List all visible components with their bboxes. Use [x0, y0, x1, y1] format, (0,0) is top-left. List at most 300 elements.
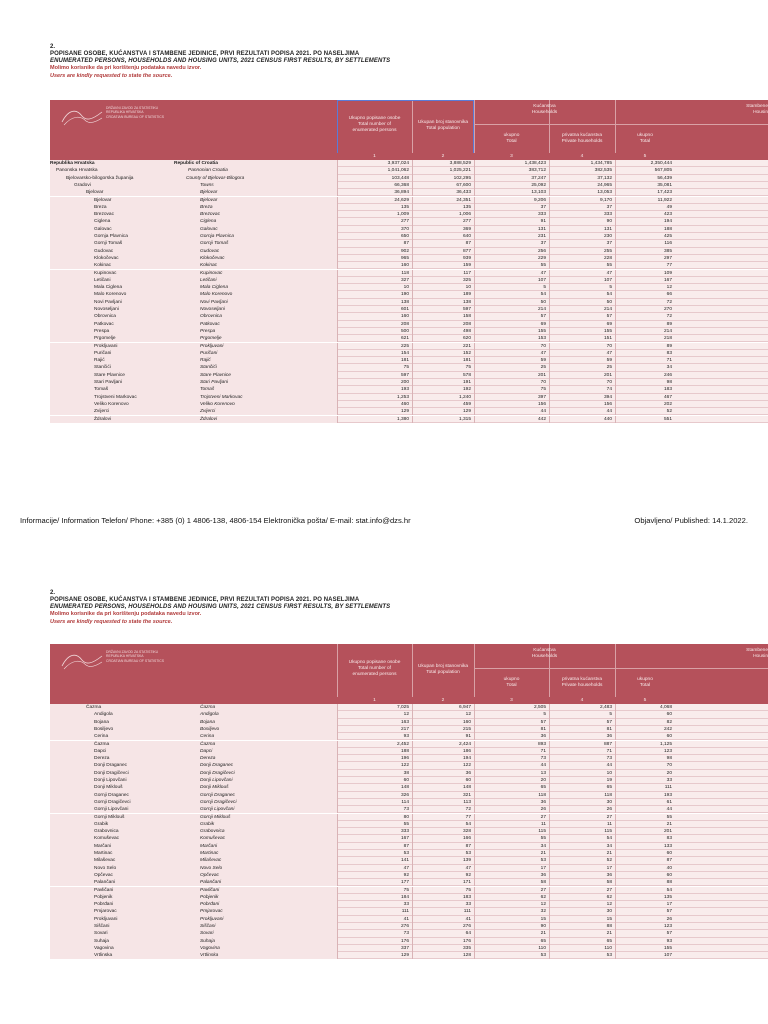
cell-col-4: 110 [604, 945, 612, 951]
settlement-name-english: Bjelovar [200, 197, 218, 203]
settlement-name: Prokljuvani [94, 916, 118, 922]
cell-col-4: 333 [603, 212, 612, 218]
table-row [50, 865, 768, 872]
settlement-name-english: Milaševac [200, 858, 222, 864]
cell-col-2: 183 [462, 894, 471, 900]
table-row [50, 160, 768, 167]
cell-col-3: 9,206 [533, 197, 546, 203]
settlement-name-english: Vrtlinska [200, 953, 219, 959]
cell-col-5: 61 [666, 799, 672, 805]
cell-col-2: 171 [462, 880, 471, 886]
cell-col-1: 333 [400, 829, 409, 835]
cell-col-5: 194 [663, 219, 672, 225]
table-row [50, 233, 768, 240]
cell-col-1: 326 [400, 792, 409, 798]
settlement-name: Gornji Dragičevci [94, 799, 131, 805]
table-row [50, 386, 768, 393]
cell-col-3: 36 [540, 872, 546, 878]
settlement-name: Galovac [94, 226, 112, 232]
settlement-name-english: Gornja Plavnica [200, 234, 234, 239]
cell-col-1: 138 [400, 299, 409, 305]
table-row [50, 719, 768, 726]
cell-col-5: 17 [666, 902, 672, 908]
table-row [50, 211, 768, 218]
cell-col-2: 77 [465, 814, 471, 820]
table-row [50, 350, 768, 357]
cell-col-5: 246 [663, 372, 672, 378]
table-row [50, 343, 768, 350]
cell-col-5: 21 [666, 821, 672, 827]
cell-col-1: 1,041,062 [387, 168, 409, 174]
header-dwellings-total: ukupno Total [637, 677, 653, 688]
cell-col-4: 201 [603, 372, 612, 378]
settlement-name-english: Palančani [200, 880, 222, 886]
table-row [50, 733, 768, 740]
cell-col-3: 13,103 [531, 190, 546, 196]
settlement-name-english: Prespa [200, 328, 216, 334]
cell-col-2: 152 [462, 350, 471, 356]
settlement-name: Dapci [94, 748, 107, 754]
cell-col-3: 70 [540, 380, 546, 385]
settlement-name: Gornja Plavnica [94, 234, 128, 239]
cell-col-5: 135 [663, 894, 672, 900]
cell-col-5: 567,805 [654, 168, 672, 174]
cell-col-5: 77 [666, 263, 672, 269]
cell-col-1: 53 [403, 851, 409, 856]
cell-col-5: 40 [666, 865, 672, 871]
report-page-2 [0, 586, 768, 1024]
cell-col-2: 939 [462, 255, 471, 261]
settlement-name: Letičani [94, 277, 111, 283]
cell-col-5: 54 [666, 887, 672, 893]
cell-col-1: 190 [400, 292, 409, 298]
cell-col-5: 83 [666, 350, 672, 356]
cell-col-2: 128 [462, 953, 471, 959]
column-numbers: 1 2 3 4 5 [50, 697, 768, 704]
cell-col-4: 44 [606, 763, 612, 769]
cell-col-3: 37,247 [531, 175, 546, 181]
cell-col-4: 71 [606, 748, 612, 754]
settlement-name: Vagovina [94, 945, 114, 951]
cell-col-3: 90 [540, 924, 546, 929]
cell-col-2: 1,025,221 [449, 168, 471, 174]
cell-col-1: 621 [400, 336, 409, 342]
cell-col-4: 88 [606, 924, 612, 929]
table-row [50, 277, 768, 284]
settlement-name-english: Kokinac [200, 263, 218, 269]
cell-col-5: 56,439 [657, 175, 672, 181]
table-row [50, 938, 768, 945]
cell-col-3: 44 [540, 763, 546, 769]
cell-col-5: 188 [663, 226, 672, 232]
settlement-name: Donji Dragičevci [94, 770, 129, 776]
cell-col-4: 19 [606, 778, 612, 783]
table-number: 2. [50, 590, 56, 596]
cell-col-5: 167 [663, 277, 672, 283]
cell-col-4: 10 [606, 770, 612, 776]
table-row [50, 711, 768, 718]
table-row [50, 218, 768, 225]
cell-col-1: 75 [403, 887, 409, 893]
cell-col-5: 66 [666, 292, 672, 298]
table-row [50, 189, 768, 196]
cell-col-1: 118 [401, 270, 409, 276]
table-row [50, 284, 768, 291]
cell-col-1: 597 [400, 372, 409, 378]
cell-col-1: 188 [400, 748, 409, 754]
cell-col-2: 113 [463, 799, 471, 805]
cell-col-2: 620 [462, 336, 471, 342]
cell-col-5: 83 [666, 836, 672, 842]
settlement-name: Martinac [94, 851, 113, 856]
cell-col-3: 110 [538, 945, 546, 951]
cell-col-4: 151 [603, 336, 612, 342]
cell-col-3: 25 [540, 365, 546, 371]
header-dwellings: Stambene Housin [746, 104, 768, 115]
cell-col-1: 55 [403, 821, 409, 827]
cell-col-4: 54 [606, 292, 612, 298]
cell-col-2: 192 [462, 387, 471, 393]
cell-col-5: 26 [666, 916, 672, 922]
cell-col-4: 382,535 [594, 168, 612, 174]
table-row [50, 416, 768, 423]
cell-col-3: 73 [540, 756, 546, 762]
cell-col-3: 26 [540, 807, 546, 813]
settlement-name: Grabik [94, 821, 109, 827]
cell-col-2: 47 [465, 865, 471, 871]
settlement-name: Suhaja [94, 938, 109, 944]
table-row [50, 270, 768, 277]
settlement-name: Gradovi [74, 182, 91, 188]
cell-col-3: 65 [540, 785, 546, 791]
cell-col-1: 200 [400, 380, 409, 385]
cell-col-4: 36 [606, 734, 612, 740]
table-number: 2. [50, 44, 56, 50]
cell-col-2: 1,006 [458, 212, 471, 218]
cell-col-5: 1,125 [659, 741, 672, 747]
title-croatian: POPISANE OSOBE, KUĆANSTVA I STAMBENE JEDINICE, PRVI REZULTATI POPISA 2021. PO NASELJIMA [50, 597, 360, 603]
cell-col-5: 60 [666, 734, 672, 740]
settlement-name: Prgomelje [94, 336, 116, 342]
table-row [50, 828, 768, 835]
table-row [50, 335, 768, 342]
cell-col-2: 189 [462, 292, 471, 298]
table-row [50, 872, 768, 879]
settlement-name-english: Prgomelje [200, 336, 222, 342]
cell-col-2: 36,433 [456, 190, 471, 196]
table-row [50, 755, 768, 762]
cell-col-5: 425 [663, 234, 672, 239]
cell-col-4: 131 [603, 226, 612, 232]
cell-col-1: 73 [403, 931, 409, 937]
cell-col-1: 36,894 [394, 190, 409, 196]
settlement-name: Gornji Lipovčani [94, 807, 129, 813]
table-row [50, 887, 768, 894]
cell-col-3: 21 [540, 931, 546, 937]
cell-col-2: 159 [462, 263, 471, 269]
table-row [50, 313, 768, 320]
cell-col-5: 57 [666, 931, 672, 937]
cell-col-5: 214 [663, 328, 672, 334]
cell-col-3: 37 [540, 241, 546, 247]
cell-col-2: 578 [462, 372, 471, 378]
cell-col-1: 181 [400, 358, 409, 364]
table-row [50, 857, 768, 864]
cell-col-3: 21 [540, 851, 546, 856]
cell-col-4: 107 [603, 277, 612, 283]
settlement-name: Novoseljani [94, 307, 119, 312]
settlement-name: Pavličani [94, 887, 114, 893]
cell-col-2: 122 [462, 763, 471, 769]
cell-col-2: 10 [465, 285, 471, 291]
cell-col-3: 115 [538, 829, 546, 835]
settlement-name: Pmjarovac [94, 909, 117, 915]
cell-col-3: 5 [543, 712, 546, 718]
table-row [50, 916, 768, 923]
table-row [50, 784, 768, 791]
settlement-name: Bjelovar [94, 197, 112, 203]
cell-col-3: 231 [537, 234, 546, 239]
settlement-name-english: Donji Dragičevci [200, 770, 235, 776]
cell-col-3: 256 [537, 248, 546, 254]
cell-col-1: 163 [400, 719, 409, 725]
cell-col-5: 60 [666, 872, 672, 878]
cell-col-5: 270 [663, 307, 672, 312]
table-row [50, 226, 768, 233]
cell-col-4: 9,170 [599, 197, 612, 203]
settlement-name-english: Gornji Tomaš [200, 241, 229, 247]
settlement-name: Puričani [94, 350, 112, 356]
table-row [50, 255, 768, 262]
cell-col-2: 321 [462, 792, 471, 798]
cell-col-3: 131 [537, 226, 546, 232]
cell-col-5: 20 [666, 770, 672, 776]
settlement-name: Patkovac [94, 321, 114, 327]
cell-col-1: 129 [400, 953, 409, 959]
settlement-name: Palančani [94, 880, 116, 886]
settlement-name: Novo Selo [94, 865, 117, 871]
cell-col-4: 228 [603, 255, 612, 261]
cell-col-3: 2,505 [533, 705, 546, 710]
settlement-name-english: Stari Pavljani [200, 380, 228, 385]
cell-col-2: 328 [462, 829, 471, 835]
cell-col-3: 20 [540, 778, 546, 783]
cell-col-2: 276 [462, 924, 471, 929]
cell-col-3: 57 [540, 719, 546, 725]
table-row [50, 952, 768, 959]
settlement-name: Malo Korenovo [94, 292, 127, 298]
settlement-name-english: Vagovina [200, 945, 220, 951]
cell-col-2: 60 [465, 778, 471, 783]
cell-col-4: 155 [603, 328, 612, 334]
settlement-name-english: Rajić [200, 358, 211, 364]
cell-col-1: 902 [400, 248, 409, 254]
table-row [50, 726, 768, 733]
settlement-name: Gornji Miklouš [94, 814, 125, 820]
settlement-name-english: Ždralovi [200, 416, 218, 422]
settlement-name-english: Cerina [200, 734, 215, 740]
table-row [50, 372, 768, 379]
cell-col-3: 47 [540, 270, 546, 276]
settlement-name-english: Čazma [200, 705, 216, 710]
cell-col-5: 88 [666, 880, 672, 886]
cell-col-4: 394 [603, 394, 612, 400]
title-english: ENUMERATED PERSONS, HOUSEHOLDS AND HOUSING UNITS, 2021 CENSUS FIRST RESULTS, BY SETTLEMENTS [50, 604, 391, 610]
cell-col-5: 17,423 [657, 190, 672, 196]
bureau-logo-text: DRŽAVNI ZAVOD ZA STATISTIKU REPUBLIKA HRVATSKA CROATIAN BUREAU OF STATISTICS [106, 650, 165, 663]
title-english: ENUMERATED PERSONS, HOUSEHOLDS AND HOUSING UNITS, 2021 CENSUS FIRST RESULTS, BY SETTLEMENTS [50, 58, 391, 64]
settlement-name-english: Gudovac [200, 248, 220, 254]
cell-col-1: 1,380 [396, 416, 409, 422]
cell-col-1: 160 [400, 314, 409, 320]
settlement-name: Ciglena [94, 219, 111, 225]
cell-col-3: 65 [540, 938, 546, 944]
cell-col-4: 55 [606, 263, 612, 269]
cell-col-2: 877 [462, 248, 471, 254]
cell-col-5: 57 [666, 909, 672, 915]
header-private-households: privatna kućanstva Private households [561, 133, 603, 144]
cell-col-2: 148 [462, 785, 471, 791]
cell-col-2: 2,424 [458, 741, 471, 747]
cell-col-1: 92 [403, 872, 409, 878]
table-row [50, 240, 768, 247]
cell-col-3: 201 [537, 372, 546, 378]
table-row [50, 408, 768, 415]
cell-col-3: 54 [540, 292, 546, 298]
cell-col-3: 36 [540, 734, 546, 740]
cell-col-1: 103,448 [391, 175, 409, 181]
cell-col-4: 57 [606, 314, 612, 320]
settlement-name-english: Gornji Lipovčani [200, 807, 235, 813]
cell-col-4: 54 [606, 836, 612, 842]
table-row [50, 821, 768, 828]
cell-col-1: 276 [400, 924, 409, 929]
bureau-logo-text: DRŽAVNI ZAVOD ZA STATISTIKU REPUBLIKA HRVATSKA CROATIAN BUREAU OF STATISTICS [106, 106, 165, 119]
title-croatian: POPISANE OSOBE, KUĆANSTVA I STAMBENE JEDINICE, PRVI REZULTATI POPISA 2021. PO NASELJIMA [50, 51, 360, 57]
settlement-name-english: Brezovac [200, 212, 220, 218]
settlement-name: Marčani [94, 843, 112, 849]
cell-col-2: 135 [462, 204, 471, 210]
cell-col-5: 71 [666, 358, 672, 364]
cell-col-4: 30 [606, 799, 612, 805]
cell-col-1: 225 [400, 343, 409, 349]
cell-col-5: 116 [664, 241, 672, 247]
cell-col-3: 50 [540, 299, 546, 305]
table-row [50, 945, 768, 952]
cell-col-4: 58 [606, 880, 612, 886]
cell-col-2: 53 [465, 851, 471, 856]
table-row [50, 748, 768, 755]
settlement-name: Komuševac [94, 836, 120, 842]
cell-col-1: 24,629 [394, 197, 409, 203]
table-row [50, 792, 768, 799]
cell-col-1: 277 [400, 219, 409, 225]
cell-col-1: 177 [400, 880, 409, 886]
settlement-name-english: Stančići [200, 365, 217, 371]
cell-col-3: 37 [540, 204, 546, 210]
settlement-name-english: Veliko Korenovo [200, 401, 235, 407]
settlement-name-english: Donji Draganec [200, 763, 234, 769]
cell-col-1: 1,253 [396, 394, 409, 400]
bureau-logo-icon [60, 650, 104, 672]
cell-col-3: 53 [540, 858, 546, 864]
header-households-total: ukupno Total [503, 677, 520, 688]
cell-col-3: 333 [537, 212, 546, 218]
cell-col-4: 27 [606, 814, 612, 820]
table-row [50, 894, 768, 901]
bureau-logo-icon [60, 106, 104, 128]
cell-col-2: 158 [462, 314, 471, 320]
settlement-name-english: Gornji Miklouš [200, 814, 231, 820]
cell-col-3: 383,712 [528, 168, 546, 174]
cell-col-3: 229 [537, 255, 546, 261]
cell-col-5: 89 [666, 343, 672, 349]
table-header [50, 644, 768, 704]
cell-col-5: 98 [666, 380, 672, 385]
cell-col-4: 57 [606, 719, 612, 725]
cell-col-4: 36 [606, 872, 612, 878]
cell-col-2: 41 [465, 916, 471, 922]
table-row [50, 923, 768, 930]
settlement-name: Breza [94, 204, 107, 210]
cell-col-1: 601 [400, 307, 409, 312]
cell-col-5: 467 [663, 394, 672, 400]
cell-col-5: 111 [664, 785, 672, 791]
cell-col-1: 193 [400, 387, 409, 393]
cell-col-3: 12 [540, 902, 546, 908]
settlement-name: Panonska Hrvatska [56, 168, 98, 174]
table-row [50, 835, 768, 842]
cell-col-5: 72 [666, 314, 672, 320]
cell-col-4: 90 [606, 219, 612, 225]
cell-col-4: 26 [606, 807, 612, 813]
header-households: Kućanstva Households [531, 104, 558, 115]
header-total-population: Ukupan broj stanovnika Total population [417, 664, 469, 675]
cell-col-5: 55 [666, 814, 672, 820]
settlement-name-english: Tomaš [200, 387, 215, 393]
cell-col-1: 196 [400, 756, 409, 762]
cell-col-1: 129 [400, 409, 409, 415]
cell-col-4: 47 [606, 350, 612, 356]
cell-col-2: 459 [462, 401, 471, 407]
cell-col-4: 37 [606, 241, 612, 247]
cell-col-5: 183 [663, 387, 672, 393]
table-row [50, 843, 768, 850]
cell-col-4: 11 [607, 821, 612, 827]
settlement-name: Prokljuvani [94, 343, 118, 349]
cell-col-4: 34 [606, 843, 612, 849]
cell-col-5: 44 [666, 807, 672, 813]
cell-col-3: 893 [537, 741, 546, 747]
cell-col-2: 6,947 [458, 705, 471, 710]
cell-col-4: 230 [603, 234, 612, 239]
cell-col-2: 87 [465, 241, 471, 247]
cell-col-4: 12 [606, 902, 612, 908]
cell-col-3: 55 [540, 836, 546, 842]
settlement-name-english: Zvijerci [200, 409, 216, 415]
cell-col-4: 70 [606, 343, 612, 349]
cell-col-1: 3,937,024 [387, 161, 409, 166]
cell-col-2: 640 [462, 234, 471, 239]
settlement-name-english: Bojana [200, 719, 215, 725]
cell-col-4: 81 [606, 726, 612, 732]
cell-col-1: 66,368 [394, 182, 409, 188]
settlement-name-english: Prokljuvani [200, 916, 224, 922]
cell-col-5: 218 [663, 336, 672, 342]
cell-col-2: 75 [465, 887, 471, 893]
settlement-name: Veliko Korenovo [94, 401, 129, 407]
table-row [50, 799, 768, 806]
